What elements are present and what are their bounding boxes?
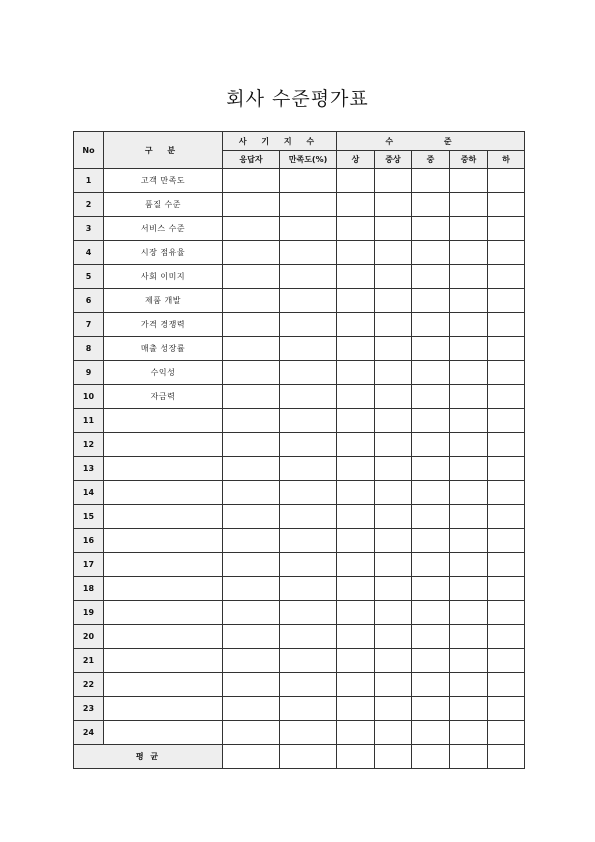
row-number: 7 bbox=[74, 313, 104, 337]
cell-level-upper-mid[interactable] bbox=[375, 169, 412, 193]
table-row bbox=[74, 217, 525, 241]
cell-level-low[interactable] bbox=[488, 577, 525, 601]
row-item[interactable]: 자금력 bbox=[104, 385, 223, 409]
cell-satisfaction[interactable] bbox=[280, 529, 337, 553]
table-row bbox=[74, 265, 525, 289]
cell-level-lower-mid[interactable] bbox=[450, 625, 488, 649]
cell-level-high[interactable] bbox=[337, 265, 375, 289]
cell-satisfaction[interactable] bbox=[280, 313, 337, 337]
cell-level-lower-mid[interactable] bbox=[450, 457, 488, 481]
table-row bbox=[74, 409, 525, 433]
cell-level-high[interactable] bbox=[337, 409, 375, 433]
cell-level-upper-mid[interactable] bbox=[375, 289, 412, 313]
cell-level-upper-mid[interactable] bbox=[375, 313, 412, 337]
cell-level-high[interactable] bbox=[337, 553, 375, 577]
table-body bbox=[74, 169, 525, 745]
cell-level-mid[interactable] bbox=[412, 337, 450, 361]
row-item[interactable]: 수익성 bbox=[104, 361, 223, 385]
cell-level-lower-mid[interactable] bbox=[450, 721, 488, 745]
cell-level-high[interactable] bbox=[337, 601, 375, 625]
row-item[interactable]: 사회 이미지 bbox=[104, 265, 223, 289]
cell-level-high[interactable] bbox=[337, 385, 375, 409]
header-level-high: 상 bbox=[337, 151, 375, 169]
cell-level-high[interactable] bbox=[337, 313, 375, 337]
cell-level-low[interactable] bbox=[488, 361, 525, 385]
table-row bbox=[74, 625, 525, 649]
table-row bbox=[74, 337, 525, 361]
table-row bbox=[74, 673, 525, 697]
table-row bbox=[74, 457, 525, 481]
cell-level-lower-mid[interactable] bbox=[450, 577, 488, 601]
cell-level-lower-mid[interactable] bbox=[450, 553, 488, 577]
cell-level-upper-mid[interactable] bbox=[375, 577, 412, 601]
row-number: 8 bbox=[74, 337, 104, 361]
row-item[interactable] bbox=[104, 601, 223, 625]
cell-satisfaction[interactable] bbox=[280, 481, 337, 505]
cell-level-high[interactable] bbox=[337, 673, 375, 697]
cell-level-mid[interactable] bbox=[412, 553, 450, 577]
cell-level-mid[interactable] bbox=[412, 361, 450, 385]
cell-level-upper-mid[interactable] bbox=[375, 481, 412, 505]
cell-level-mid[interactable] bbox=[412, 385, 450, 409]
cell-level-mid[interactable] bbox=[412, 673, 450, 697]
cell-respondents[interactable] bbox=[223, 217, 280, 241]
header-level-group: 수 준 bbox=[337, 132, 525, 151]
cell-level-low[interactable] bbox=[488, 649, 525, 673]
cell-respondents[interactable] bbox=[223, 409, 280, 433]
cell-respondents[interactable] bbox=[223, 649, 280, 673]
cell-level-upper-mid[interactable] bbox=[375, 217, 412, 241]
row-item[interactable] bbox=[104, 505, 223, 529]
table-row bbox=[74, 313, 525, 337]
cell-level-lower-mid[interactable] bbox=[450, 697, 488, 721]
cell-respondents[interactable] bbox=[223, 193, 280, 217]
row-item[interactable]: 제품 개발 bbox=[104, 289, 223, 313]
row-item[interactable] bbox=[104, 625, 223, 649]
row-number: 5 bbox=[74, 265, 104, 289]
header-category: 구 분 bbox=[104, 132, 223, 169]
cell-level-mid[interactable] bbox=[412, 577, 450, 601]
cell-satisfaction[interactable] bbox=[280, 385, 337, 409]
cell-level-lower-mid[interactable] bbox=[450, 337, 488, 361]
row-number: 9 bbox=[74, 361, 104, 385]
cell-level-mid[interactable] bbox=[412, 241, 450, 265]
cell-respondents[interactable] bbox=[223, 385, 280, 409]
cell-avg-level-low[interactable] bbox=[488, 745, 525, 769]
header-satisfaction: 만족도(%) bbox=[280, 151, 337, 169]
cell-level-lower-mid[interactable] bbox=[450, 505, 488, 529]
cell-level-lower-mid[interactable] bbox=[450, 241, 488, 265]
row-number: 19 bbox=[74, 601, 104, 625]
page-title: 회사 수준평가표 bbox=[226, 88, 369, 110]
cell-level-upper-mid[interactable] bbox=[375, 337, 412, 361]
cell-level-upper-mid[interactable] bbox=[375, 601, 412, 625]
cell-respondents[interactable] bbox=[223, 601, 280, 625]
cell-level-upper-mid[interactable] bbox=[375, 697, 412, 721]
cell-level-lower-mid[interactable] bbox=[450, 649, 488, 673]
average-label: 평 균 bbox=[74, 745, 223, 769]
cell-level-lower-mid[interactable] bbox=[450, 289, 488, 313]
cell-respondents[interactable] bbox=[223, 577, 280, 601]
cell-satisfaction[interactable] bbox=[280, 217, 337, 241]
cell-level-lower-mid[interactable] bbox=[450, 193, 488, 217]
cell-avg-level-high[interactable] bbox=[337, 745, 375, 769]
cell-level-high[interactable] bbox=[337, 337, 375, 361]
cell-level-low[interactable] bbox=[488, 337, 525, 361]
cell-level-high[interactable] bbox=[337, 529, 375, 553]
cell-level-lower-mid[interactable] bbox=[450, 481, 488, 505]
cell-level-mid[interactable] bbox=[412, 265, 450, 289]
cell-level-mid[interactable] bbox=[412, 217, 450, 241]
cell-level-low[interactable] bbox=[488, 457, 525, 481]
cell-level-low[interactable] bbox=[488, 697, 525, 721]
header-level-upper-mid: 중상 bbox=[375, 151, 412, 169]
row-number: 22 bbox=[74, 673, 104, 697]
cell-satisfaction[interactable] bbox=[280, 721, 337, 745]
cell-satisfaction[interactable] bbox=[280, 337, 337, 361]
row-item[interactable]: 품질 수준 bbox=[104, 193, 223, 217]
cell-respondents[interactable] bbox=[223, 625, 280, 649]
cell-level-mid[interactable] bbox=[412, 289, 450, 313]
table-row bbox=[74, 481, 525, 505]
cell-respondents[interactable] bbox=[223, 457, 280, 481]
cell-satisfaction[interactable] bbox=[280, 673, 337, 697]
row-item[interactable] bbox=[104, 433, 223, 457]
cell-satisfaction[interactable] bbox=[280, 457, 337, 481]
cell-level-mid[interactable] bbox=[412, 625, 450, 649]
cell-level-mid[interactable] bbox=[412, 601, 450, 625]
cell-level-upper-mid[interactable] bbox=[375, 673, 412, 697]
cell-level-low[interactable] bbox=[488, 385, 525, 409]
row-number: 17 bbox=[74, 553, 104, 577]
cell-satisfaction[interactable] bbox=[280, 265, 337, 289]
cell-respondents[interactable] bbox=[223, 265, 280, 289]
cell-level-lower-mid[interactable] bbox=[450, 601, 488, 625]
cell-satisfaction[interactable] bbox=[280, 169, 337, 193]
cell-level-mid[interactable] bbox=[412, 193, 450, 217]
cell-level-high[interactable] bbox=[337, 217, 375, 241]
cell-level-low[interactable] bbox=[488, 241, 525, 265]
cell-level-upper-mid[interactable] bbox=[375, 193, 412, 217]
cell-satisfaction[interactable] bbox=[280, 577, 337, 601]
row-number: 10 bbox=[74, 385, 104, 409]
cell-level-upper-mid[interactable] bbox=[375, 721, 412, 745]
header-no: No bbox=[74, 132, 104, 169]
row-number: 12 bbox=[74, 433, 104, 457]
cell-level-lower-mid[interactable] bbox=[450, 433, 488, 457]
table-row bbox=[74, 505, 525, 529]
row-number: 11 bbox=[74, 409, 104, 433]
cell-respondents[interactable] bbox=[223, 505, 280, 529]
cell-level-low[interactable] bbox=[488, 625, 525, 649]
cell-level-high[interactable] bbox=[337, 505, 375, 529]
cell-avg-respondents[interactable] bbox=[223, 745, 280, 769]
cell-level-high[interactable] bbox=[337, 169, 375, 193]
cell-satisfaction[interactable] bbox=[280, 193, 337, 217]
row-number: 14 bbox=[74, 481, 104, 505]
cell-level-high[interactable] bbox=[337, 433, 375, 457]
cell-level-mid[interactable] bbox=[412, 697, 450, 721]
cell-level-lower-mid[interactable] bbox=[450, 361, 488, 385]
cell-level-lower-mid[interactable] bbox=[450, 217, 488, 241]
row-number: 6 bbox=[74, 289, 104, 313]
row-number: 1 bbox=[74, 169, 104, 193]
row-item[interactable]: 시장 점유율 bbox=[104, 241, 223, 265]
cell-satisfaction[interactable] bbox=[280, 505, 337, 529]
cell-level-mid[interactable] bbox=[412, 313, 450, 337]
row-item[interactable] bbox=[104, 577, 223, 601]
cell-respondents[interactable] bbox=[223, 529, 280, 553]
row-item[interactable] bbox=[104, 457, 223, 481]
row-number: 20 bbox=[74, 625, 104, 649]
cell-satisfaction[interactable] bbox=[280, 625, 337, 649]
table-row bbox=[74, 529, 525, 553]
cell-respondents[interactable] bbox=[223, 241, 280, 265]
cell-respondents[interactable] bbox=[223, 361, 280, 385]
cell-level-low[interactable] bbox=[488, 217, 525, 241]
cell-level-low[interactable] bbox=[488, 313, 525, 337]
cell-level-low[interactable] bbox=[488, 529, 525, 553]
row-number: 16 bbox=[74, 529, 104, 553]
cell-level-low[interactable] bbox=[488, 721, 525, 745]
cell-level-low[interactable] bbox=[488, 673, 525, 697]
row-item[interactable] bbox=[104, 409, 223, 433]
cell-satisfaction[interactable] bbox=[280, 409, 337, 433]
cell-level-high[interactable] bbox=[337, 289, 375, 313]
average-row bbox=[74, 745, 525, 769]
cell-level-low[interactable] bbox=[488, 169, 525, 193]
table-row bbox=[74, 697, 525, 721]
cell-avg-level-lower-mid[interactable] bbox=[450, 745, 488, 769]
cell-satisfaction[interactable] bbox=[280, 289, 337, 313]
row-item[interactable] bbox=[104, 553, 223, 577]
cell-level-high[interactable] bbox=[337, 361, 375, 385]
row-item[interactable] bbox=[104, 481, 223, 505]
cell-level-upper-mid[interactable] bbox=[375, 265, 412, 289]
cell-level-mid[interactable] bbox=[412, 529, 450, 553]
cell-level-high[interactable] bbox=[337, 457, 375, 481]
cell-level-high[interactable] bbox=[337, 649, 375, 673]
table-row bbox=[74, 385, 525, 409]
cell-satisfaction[interactable] bbox=[280, 553, 337, 577]
header-respondents: 응답자 bbox=[223, 151, 280, 169]
cell-level-upper-mid[interactable] bbox=[375, 241, 412, 265]
cell-satisfaction[interactable] bbox=[280, 697, 337, 721]
header-level-low: 하 bbox=[488, 151, 525, 169]
cell-level-lower-mid[interactable] bbox=[450, 313, 488, 337]
header-survey-group: 사 기 지 수 bbox=[223, 132, 337, 151]
cell-level-mid[interactable] bbox=[412, 457, 450, 481]
cell-level-upper-mid[interactable] bbox=[375, 553, 412, 577]
row-number: 23 bbox=[74, 697, 104, 721]
cell-level-mid[interactable] bbox=[412, 649, 450, 673]
cell-level-upper-mid[interactable] bbox=[375, 361, 412, 385]
table-row bbox=[74, 553, 525, 577]
cell-avg-level-mid[interactable] bbox=[412, 745, 450, 769]
row-item[interactable] bbox=[104, 673, 223, 697]
cell-level-low[interactable] bbox=[488, 409, 525, 433]
cell-level-lower-mid[interactable] bbox=[450, 265, 488, 289]
table-row bbox=[74, 361, 525, 385]
cell-level-high[interactable] bbox=[337, 193, 375, 217]
cell-level-mid[interactable] bbox=[412, 505, 450, 529]
cell-level-low[interactable] bbox=[488, 505, 525, 529]
cell-level-high[interactable] bbox=[337, 481, 375, 505]
row-item[interactable] bbox=[104, 721, 223, 745]
row-item[interactable]: 고객 만족도 bbox=[104, 169, 223, 193]
cell-level-lower-mid[interactable] bbox=[450, 385, 488, 409]
cell-satisfaction[interactable] bbox=[280, 649, 337, 673]
cell-level-high[interactable] bbox=[337, 697, 375, 721]
cell-level-lower-mid[interactable] bbox=[450, 673, 488, 697]
cell-level-upper-mid[interactable] bbox=[375, 505, 412, 529]
row-item[interactable]: 서비스 수준 bbox=[104, 217, 223, 241]
cell-level-upper-mid[interactable] bbox=[375, 457, 412, 481]
cell-level-upper-mid[interactable] bbox=[375, 625, 412, 649]
cell-level-upper-mid[interactable] bbox=[375, 385, 412, 409]
cell-level-upper-mid[interactable] bbox=[375, 409, 412, 433]
cell-respondents[interactable] bbox=[223, 337, 280, 361]
table-row bbox=[74, 241, 525, 265]
cell-level-upper-mid[interactable] bbox=[375, 529, 412, 553]
row-number: 21 bbox=[74, 649, 104, 673]
table-row bbox=[74, 169, 525, 193]
cell-level-lower-mid[interactable] bbox=[450, 169, 488, 193]
row-item[interactable] bbox=[104, 649, 223, 673]
cell-level-low[interactable] bbox=[488, 193, 525, 217]
cell-satisfaction[interactable] bbox=[280, 241, 337, 265]
cell-level-high[interactable] bbox=[337, 241, 375, 265]
cell-level-mid[interactable] bbox=[412, 481, 450, 505]
row-number: 4 bbox=[74, 241, 104, 265]
row-number: 13 bbox=[74, 457, 104, 481]
table-row bbox=[74, 289, 525, 313]
cell-level-low[interactable] bbox=[488, 553, 525, 577]
table-row bbox=[74, 601, 525, 625]
cell-level-low[interactable] bbox=[488, 265, 525, 289]
cell-respondents[interactable] bbox=[223, 673, 280, 697]
row-number: 2 bbox=[74, 193, 104, 217]
cell-level-mid[interactable] bbox=[412, 721, 450, 745]
header-level-mid: 중 bbox=[412, 151, 450, 169]
row-item[interactable] bbox=[104, 697, 223, 721]
row-number: 3 bbox=[74, 217, 104, 241]
cell-level-mid[interactable] bbox=[412, 409, 450, 433]
cell-respondents[interactable] bbox=[223, 169, 280, 193]
table-row bbox=[74, 577, 525, 601]
cell-satisfaction[interactable] bbox=[280, 601, 337, 625]
cell-respondents[interactable] bbox=[223, 481, 280, 505]
row-number: 18 bbox=[74, 577, 104, 601]
cell-level-high[interactable] bbox=[337, 577, 375, 601]
cell-respondents[interactable] bbox=[223, 721, 280, 745]
table-row bbox=[74, 721, 525, 745]
cell-level-low[interactable] bbox=[488, 601, 525, 625]
row-item[interactable]: 매출 성장률 bbox=[104, 337, 223, 361]
cell-level-lower-mid[interactable] bbox=[450, 529, 488, 553]
cell-level-low[interactable] bbox=[488, 433, 525, 457]
row-item[interactable]: 가격 경쟁력 bbox=[104, 313, 223, 337]
evaluation-table bbox=[73, 131, 525, 769]
cell-respondents[interactable] bbox=[223, 433, 280, 457]
cell-level-mid[interactable] bbox=[412, 433, 450, 457]
cell-respondents[interactable] bbox=[223, 313, 280, 337]
table-row bbox=[74, 649, 525, 673]
row-number: 24 bbox=[74, 721, 104, 745]
cell-level-low[interactable] bbox=[488, 481, 525, 505]
cell-level-upper-mid[interactable] bbox=[375, 433, 412, 457]
cell-satisfaction[interactable] bbox=[280, 361, 337, 385]
cell-avg-level-upper-mid[interactable] bbox=[375, 745, 412, 769]
cell-level-lower-mid[interactable] bbox=[450, 409, 488, 433]
cell-respondents[interactable] bbox=[223, 697, 280, 721]
cell-level-high[interactable] bbox=[337, 625, 375, 649]
cell-level-low[interactable] bbox=[488, 289, 525, 313]
cell-avg-satisfaction[interactable] bbox=[280, 745, 337, 769]
row-number: 15 bbox=[74, 505, 104, 529]
row-item[interactable] bbox=[104, 529, 223, 553]
table-row bbox=[74, 433, 525, 457]
table-row bbox=[74, 193, 525, 217]
cell-level-upper-mid[interactable] bbox=[375, 649, 412, 673]
cell-level-mid[interactable] bbox=[412, 169, 450, 193]
cell-respondents[interactable] bbox=[223, 553, 280, 577]
cell-respondents[interactable] bbox=[223, 289, 280, 313]
cell-level-high[interactable] bbox=[337, 721, 375, 745]
cell-satisfaction[interactable] bbox=[280, 433, 337, 457]
header-level-lower-mid: 중하 bbox=[450, 151, 488, 169]
